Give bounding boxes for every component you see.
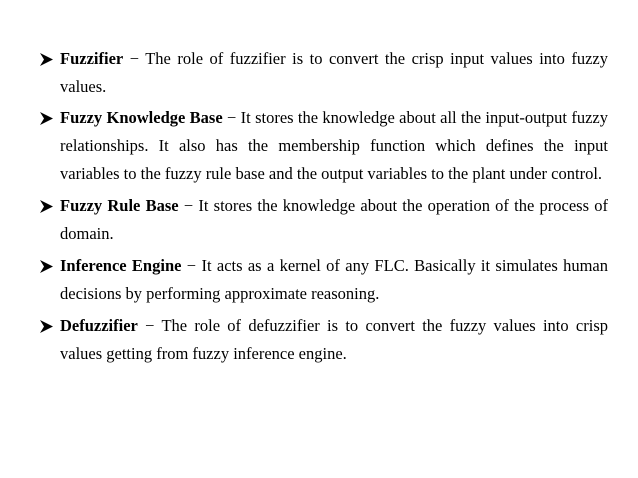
bullet-item-fuzzy-rule-base <box>40 192 608 248</box>
arrowhead-bullet-icon <box>40 112 53 125</box>
arrowhead-bullet-icon <box>40 320 53 333</box>
bullet-term: Fuzzifier <box>60 49 124 68</box>
bullet-item-defuzzifier <box>40 312 608 368</box>
bullet-text: − It stores the knowledge about the operation of the process of domain. <box>60 196 608 243</box>
bullet-text: − The role of defuzzifier is to convert the fuzzy values into crisp values getting from fuzzy inference engine. <box>60 316 608 363</box>
arrowhead-bullet-icon <box>40 53 53 66</box>
bullet-term: Defuzzifier <box>60 316 138 335</box>
bullet-term: Inference Engine <box>60 256 182 275</box>
bullet-text: − It stores the knowledge about all the input-output fuzzy relationships. It also has the membership function which defines the input variables to the fuzzy rule base and the output variables to the plant under control. <box>60 108 608 183</box>
bullet-text: − The role of fuzzifier is to convert the crisp input values into fuzzy values. <box>60 49 608 96</box>
bullet-item-fuzzifier <box>40 45 608 101</box>
bullet-text: − It acts as a kernel of any FLC. Basically it simulates human decisions by performing approximate reasoning. <box>60 256 608 303</box>
bullet-term: Fuzzy Rule Base <box>60 196 179 215</box>
bullet-list <box>40 45 608 372</box>
bullet-item-fuzzy-knowledge-base <box>40 104 608 188</box>
arrowhead-bullet-icon <box>40 260 53 273</box>
arrowhead-bullet-icon <box>40 200 53 213</box>
bullet-term: Fuzzy Knowledge Base <box>60 108 223 127</box>
bullet-item-inference-engine <box>40 252 608 308</box>
